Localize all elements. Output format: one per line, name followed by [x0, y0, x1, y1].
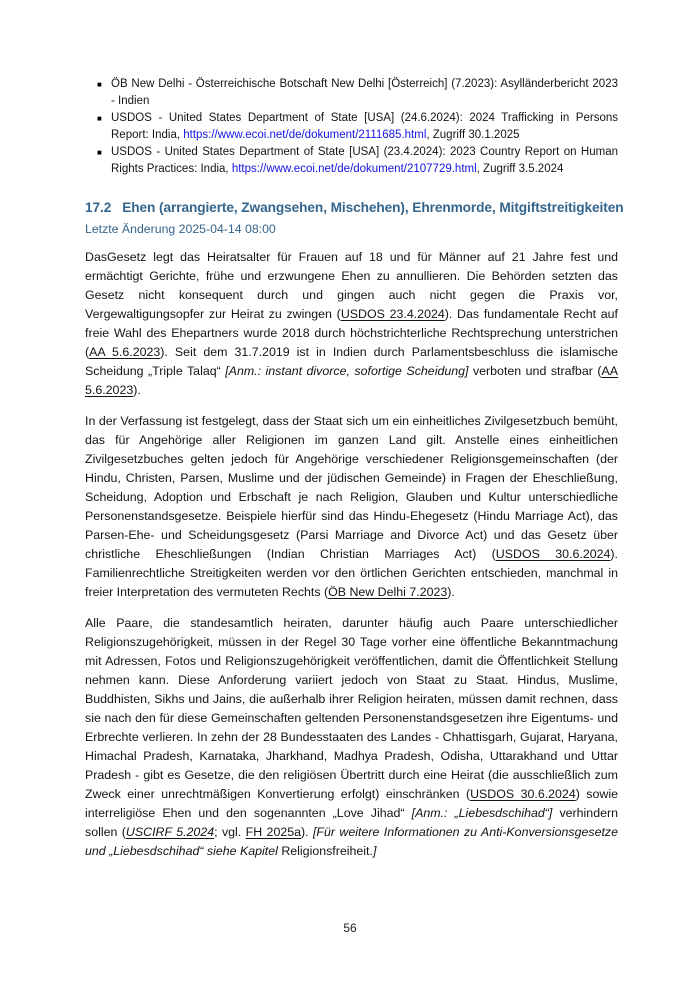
text-segment: ). Seit dem 31.7.2019 ist in Indien durch Parlamentsbeschluss die islamische Scheidung „Triple Talaq“ [85, 345, 618, 378]
source-list-item [97, 76, 618, 110]
square-bullet-icon: ■ [97, 114, 102, 123]
source-reference-link[interactable]: ÖB New Delhi 7.2023 [328, 585, 448, 599]
body-paragraphs [85, 248, 618, 861]
section-title: Ehen (arrangierte, Zwangsehen, Mischehen), Ehrenmorde, Mitgiftstreitigkeiten [122, 200, 624, 215]
text-segment: Religionsfreiheit. [281, 844, 373, 858]
annotation-text: [Für weitere Informationen zu Anti-Konversionsgesetze und „Liebesdschihad“ siehe Kapitel [85, 825, 618, 858]
text-segment: , Zugriff 3.5.2024 [476, 163, 564, 175]
text-segment: verboten und strafbar ( [468, 364, 602, 378]
source-list [85, 76, 618, 178]
text-segment: , Zugriff 30.1.2025 [426, 129, 520, 141]
text-segment: ). [133, 383, 141, 397]
source-citation [111, 144, 618, 178]
text-segment: ). Das fundamentale Recht auf freie Wahl des Ehepartners wurde 2018 durch höchstrichterliche Rechtsprechung unterstrichen ( [85, 307, 618, 359]
text-segment: ; vgl. [214, 825, 246, 839]
section-number: 17.2 [85, 200, 112, 215]
paragraph [85, 412, 618, 602]
text-segment: In der Verfassung ist festgelegt, dass der Staat sich um ein einheitliches Zivilgesetzbuch bemüht, das für Angehörige aller Religionen im ganzen Land gilt. Anstelle eines einheitlichen Zivilgesetzbuches gelten jedoch für Angehörige verschiedener Religionsgemeinschaften (der Hindu, Christen, Parsen, Muslime und der jüdischen Gemeinde) in Fragen der Eheschließung, Scheidung, Adoption und Erbschaft je nach Religion, Glauben und Kultur unterschiedliche Personenstandsgesetze. Beispiele hierfür sind das Hindu-Ehegesetz (Hindu Marriage Act), das Parsen-Ehe- und Scheidungsgesetz (Parsi Marriage and Divorce Act) und das Gesetz über christliche Eheschließungen (Indian Christian Marriages Act) ( [85, 414, 618, 561]
text-segment: USDOS - United States Department of State [USA] (24.6.2024): 2024 Trafficking in Persons Report: India, [111, 112, 618, 141]
source-reference-link[interactable]: USDOS 30.6.2024 [470, 787, 576, 801]
source-reference-link[interactable]: USCIRF 5.2024 [125, 825, 215, 839]
text-segment: verhindern sollen ( [85, 806, 618, 839]
text-segment: USDOS - United States Department of State [USA] (23.4.2024): 2023 Country Report on Human Rights Practices: India, [111, 146, 618, 175]
source-reference-link[interactable]: FH 2025a [245, 825, 302, 839]
square-bullet-icon: ■ [97, 148, 102, 157]
square-bullet-icon: ■ [97, 80, 102, 89]
external-url-link[interactable]: https://www.ecoi.net/de/dokument/2107729.html [231, 163, 477, 175]
text-segment: ÖB New Delhi - Österreichische Botschaft New Delhi [Österreich] (7.2023): Asylländerbericht 2023 - Indien [111, 78, 618, 107]
text-segment: ) sowie interreligiöse Ehen und den sogenannten „Love Jihad“ [85, 787, 618, 820]
source-reference-link[interactable]: AA 5.6.2023 [85, 364, 619, 397]
page-number: 56 [343, 921, 357, 935]
source-list-item [97, 110, 618, 144]
source-citation [111, 110, 618, 144]
text-segment: ). Familienrechtliche Streitigkeiten werden vor den örtlichen Gerichten entschieden, manchmal in freier Interpretation des vermuteten Rechts ( [85, 547, 618, 599]
annotation-text: [Anm.: instant divorce, sofortige Scheidung] [225, 364, 469, 378]
text-segment: Alle Paare, die standesamtlich heiraten, darunter häufig auch Paare unterschiedlicher Religionszugehörigkeit, müssen in der Regel 30 Tage vorher eine öffentliche Bekanntmachung mit Adressen, Fotos und Religionszugehörigkeit veröffentlichen, damit die Öffentlichkeit Stellung nehmen kann. Diese Anforderung variiert jedoch von Staat zu Staat. Hindus, Muslime, Buddhisten, Sikhs und Jains, die außerhalb ihrer Religion heiraten, müssen damit rechnen, dass sie nach den für diese Gemeinschaften geltenden Personenstandsgesetzen ihre Eigentums- und Erbrechte verlieren. In zehn der 28 Bundesstaaten des Landes - Chhattisgarh, Gujarat, Haryana, Himachal Pradesh, Karnataka, Jharkhand, Madhya Pradesh, Odisha, Uttarakhand und Uttar Pradesh - gibt es Gesetze, die den religiösen Übertritt durch eine Heirat (die ausschließlich zum Zweck einer unrechtmäßigen Konvertierung erfolgt) einschränken ( [85, 616, 618, 801]
last-modified-note: Letzte Änderung 2025-04-14 08:00 [85, 222, 276, 236]
source-reference-link[interactable]: USDOS 30.6.2024 [495, 547, 611, 561]
annotation-text: [Anm.: „Liebesdschihad“] [411, 806, 553, 820]
external-url-link[interactable]: https://www.ecoi.net/de/dokument/2111685.html [183, 129, 427, 141]
source-citation [111, 76, 618, 110]
source-list-item [97, 144, 618, 178]
source-reference-link[interactable]: USDOS 23.4.2024 [340, 307, 445, 321]
text-segment: ). [301, 825, 313, 839]
paragraph [85, 614, 618, 861]
text-segment: ). [447, 585, 455, 599]
annotation-text: ] [372, 844, 377, 858]
paragraph [85, 248, 618, 400]
text-segment: DasGesetz legt das Heiratsalter für Frauen auf 18 und für Männer auf 21 Jahre fest und ermächtigt Gerichte, frühe und erzwungene Ehen zu annullieren. Die Behörden setzten das Gesetz nicht konsequent durch und gingen auch nicht gegen die Praxis vor, Vergewaltigungsopfer zur Heirat zu zwingen ( [85, 250, 618, 321]
section-heading [85, 198, 624, 218]
source-reference-link[interactable]: AA 5.6.2023 [89, 345, 161, 359]
